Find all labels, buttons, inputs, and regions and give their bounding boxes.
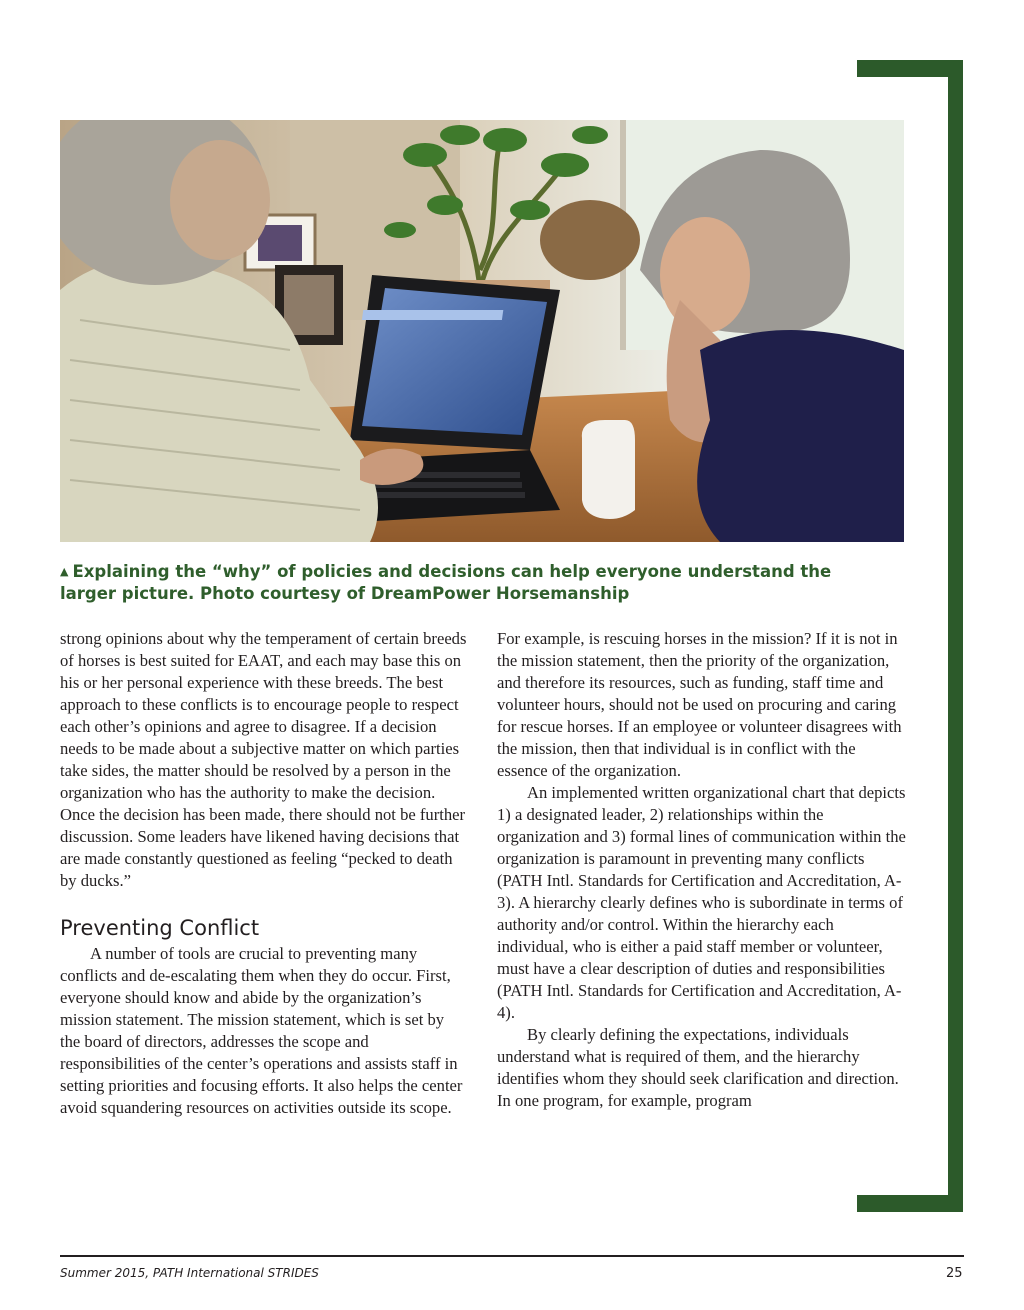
right-paragraph-1: For example, is rescuing horses in the mission? If it is not in the mission statement, then the priority of the organization, and therefore its resources, such as funding, staff time and volunteer hours, should not be used on procuring and caring for rescue horses. If an employee or volunteer disagrees with the mission, then that individual is in conflict with the essence of the organization. bbox=[497, 629, 902, 780]
right-paragraph-3: By clearly defining the expectations, individuals understand what is required of them, and the hierarchy identifies whom they should seek clarification and direction. In one program, for example, program bbox=[497, 1025, 899, 1110]
right-column bbox=[497, 628, 909, 1112]
photo-caption bbox=[60, 561, 890, 605]
triangle-up-icon: ▲ bbox=[60, 565, 69, 578]
left-column bbox=[60, 628, 468, 1119]
caption-text: Explaining the “why” of policies and decisions can help everyone understand the larger picture. Photo courtesy of DreamPower Horsemanship bbox=[60, 562, 832, 603]
left-paragraph-1: strong opinions about why the temperament of certain breeds of horses is best suited for EAAT, and each may base this on his or her personal experience with these breeds. The best approach to these conflicts is to encourage people to respect each other’s opinions and agree to disagree. If a decision needs to be made about a subjective matter on which parties take sides, the matter should be resolved by a person in the organization who has the authority to make the decision. Once the decision has been made, there should not be further discussion. Some leaders have likened having decisions that are made constantly questioned as feeling “pecked to death by ducks.” bbox=[60, 629, 467, 890]
page-number: 25 bbox=[946, 1266, 963, 1281]
section-heading: Preventing Conflict bbox=[60, 916, 260, 940]
footer-publication: Summer 2015, PATH International STRIDES bbox=[60, 1266, 319, 1280]
right-paragraph-2: An implemented written organizational chart that depicts 1) a designated leader, 2) relationships within the organization and 3) formal lines of communication within the organization is paramount in preventing many conflicts (PATH Intl. Standards for Certification and Accreditation, A-3). A hierarchy clearly defines who is subordinate in terms of authority and/or control. Within the hierarchy each individual, who is either a paid staff member or volunteer, must have a clear description of duties and responsibilities (PATH Intl. Standards for Certification and Accreditation, A-4). bbox=[497, 783, 906, 1022]
decorative-bracket-side bbox=[948, 60, 963, 1212]
footer-divider bbox=[60, 1255, 964, 1257]
decorative-bracket-bottom bbox=[857, 1195, 963, 1212]
left-paragraph-2: A number of tools are crucial to preventing many conflicts and de-escalating them when they do occur. First, everyone should know and abide by the organization’s mission statement. The mission statement, which is set by the board of directors, addresses the scope and responsibilities of the center’s operations and assists staff in setting priorities and focusing efforts. It also helps the center avoid squandering resources on activities outside its scope. bbox=[60, 944, 463, 1117]
article-photo bbox=[60, 120, 904, 542]
